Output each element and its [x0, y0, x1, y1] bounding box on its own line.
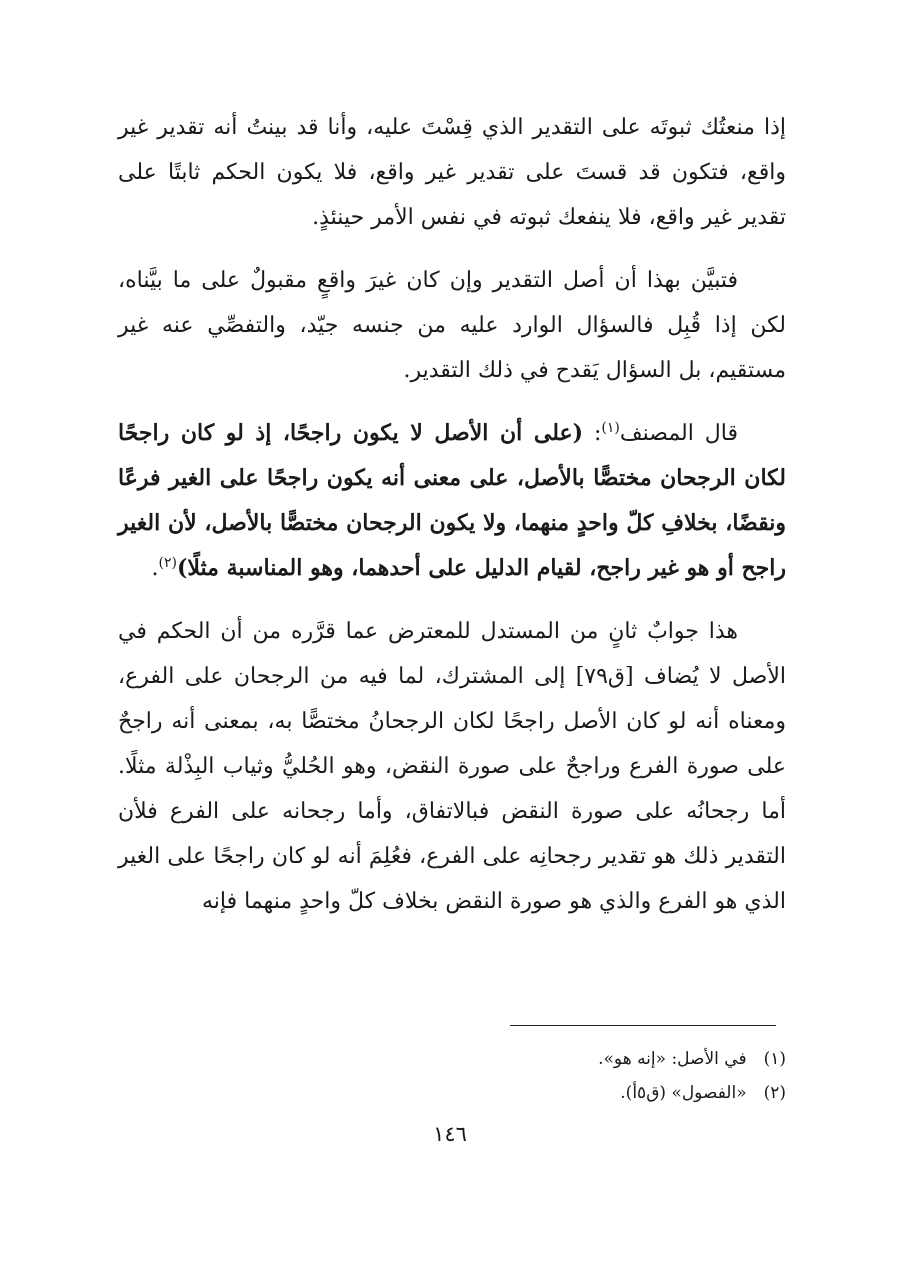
page-number: ١٤٦	[433, 1122, 467, 1146]
footnote-text: «الفصول» (ق٥أ).	[620, 1083, 747, 1103]
footnote-ref-1: (١)	[601, 420, 620, 436]
footnote-number: (٢)	[763, 1083, 786, 1103]
paragraph-4: هذا جوابٌ ثانٍ من المستدل للمعترض عما قرَّره من أن الحكم في الأصل لا يُضاف [ق٧٩] إلى المشترك، لما فيه من الرجحان على الفرع، ومعناه أنه لو كان الأصل راجحًا لكان الرجحانُ مختصًّا به، بمعنى أنه راجحٌ على صورة الفرع وراجحٌ على صورة النقض، وهو الحُليُّ وثياب البِذْلة مثلًا. أما رجحانُه على صورة النقض فبالاتفاق، وأما رجحانه على الفرع فلأن التقدير ذلك هو تقدير رجحانِه على الفرع، فعُلِمَ أنه لو كان راجحًا على الغير الذي هو الفرع والذي هو صورة النقض بخلاف كلّ واحدٍ منهما فإنه	[118, 619, 786, 914]
footnote-2	[118, 1076, 786, 1110]
quote-text: (على أن الأصل لا يكون راجحًا، إذ لو كان راجحًا لكان الرجحان مختصًّا بالأصل، على معنى أنه يكون راجحًا على الغير فرعًا ونقضًا، بخلافِ كلّ واحدٍ منهما، ولا يكون الرجحان مختصًّا بالأصل، لأن الغير راجح أو هو غير راجح، لقيام الدليل على أحدهما، وهو المناسبة مثلًا)	[118, 420, 786, 581]
footnotes	[118, 1042, 786, 1110]
paragraph-3-quote	[118, 411, 786, 591]
page-body	[118, 105, 786, 924]
quote-lead: قال المصنف	[619, 421, 738, 446]
quote-tail: .	[151, 556, 159, 581]
quote-colon: :	[583, 421, 602, 446]
paragraph-1: إذا منعتُك ثبوتَه على التقدير الذي قِسْتَ عليه، وأنا قد بينتُ أنه تقدير غير واقع، فتكون قد قستَ على تقدير غير واقع، فلا يكون الحكم ثابتًا على تقدير غير واقع، فلا ينفعك ثبوته في نفس الأمر حينئذٍ.	[118, 115, 786, 230]
footnote-text: في الأصل: «إنه هو».	[598, 1049, 747, 1069]
footnote-1	[118, 1042, 786, 1076]
paragraph-2: فتبيَّن بهذا أن أصل التقدير وإن كان غيرَ واقعٍ مقبولٌ على ما بيَّناه، لكن إذا قُبِل فالسؤال الوارد عليه من جنسه جيّد، والتفصِّي عنه غير مستقيم، بل السؤال يَقدح في ذلك التقدير.	[118, 268, 786, 383]
footnote-ref-2: (٢)	[158, 555, 177, 571]
footnote-divider	[510, 1025, 776, 1026]
footnote-number: (١)	[763, 1049, 786, 1069]
